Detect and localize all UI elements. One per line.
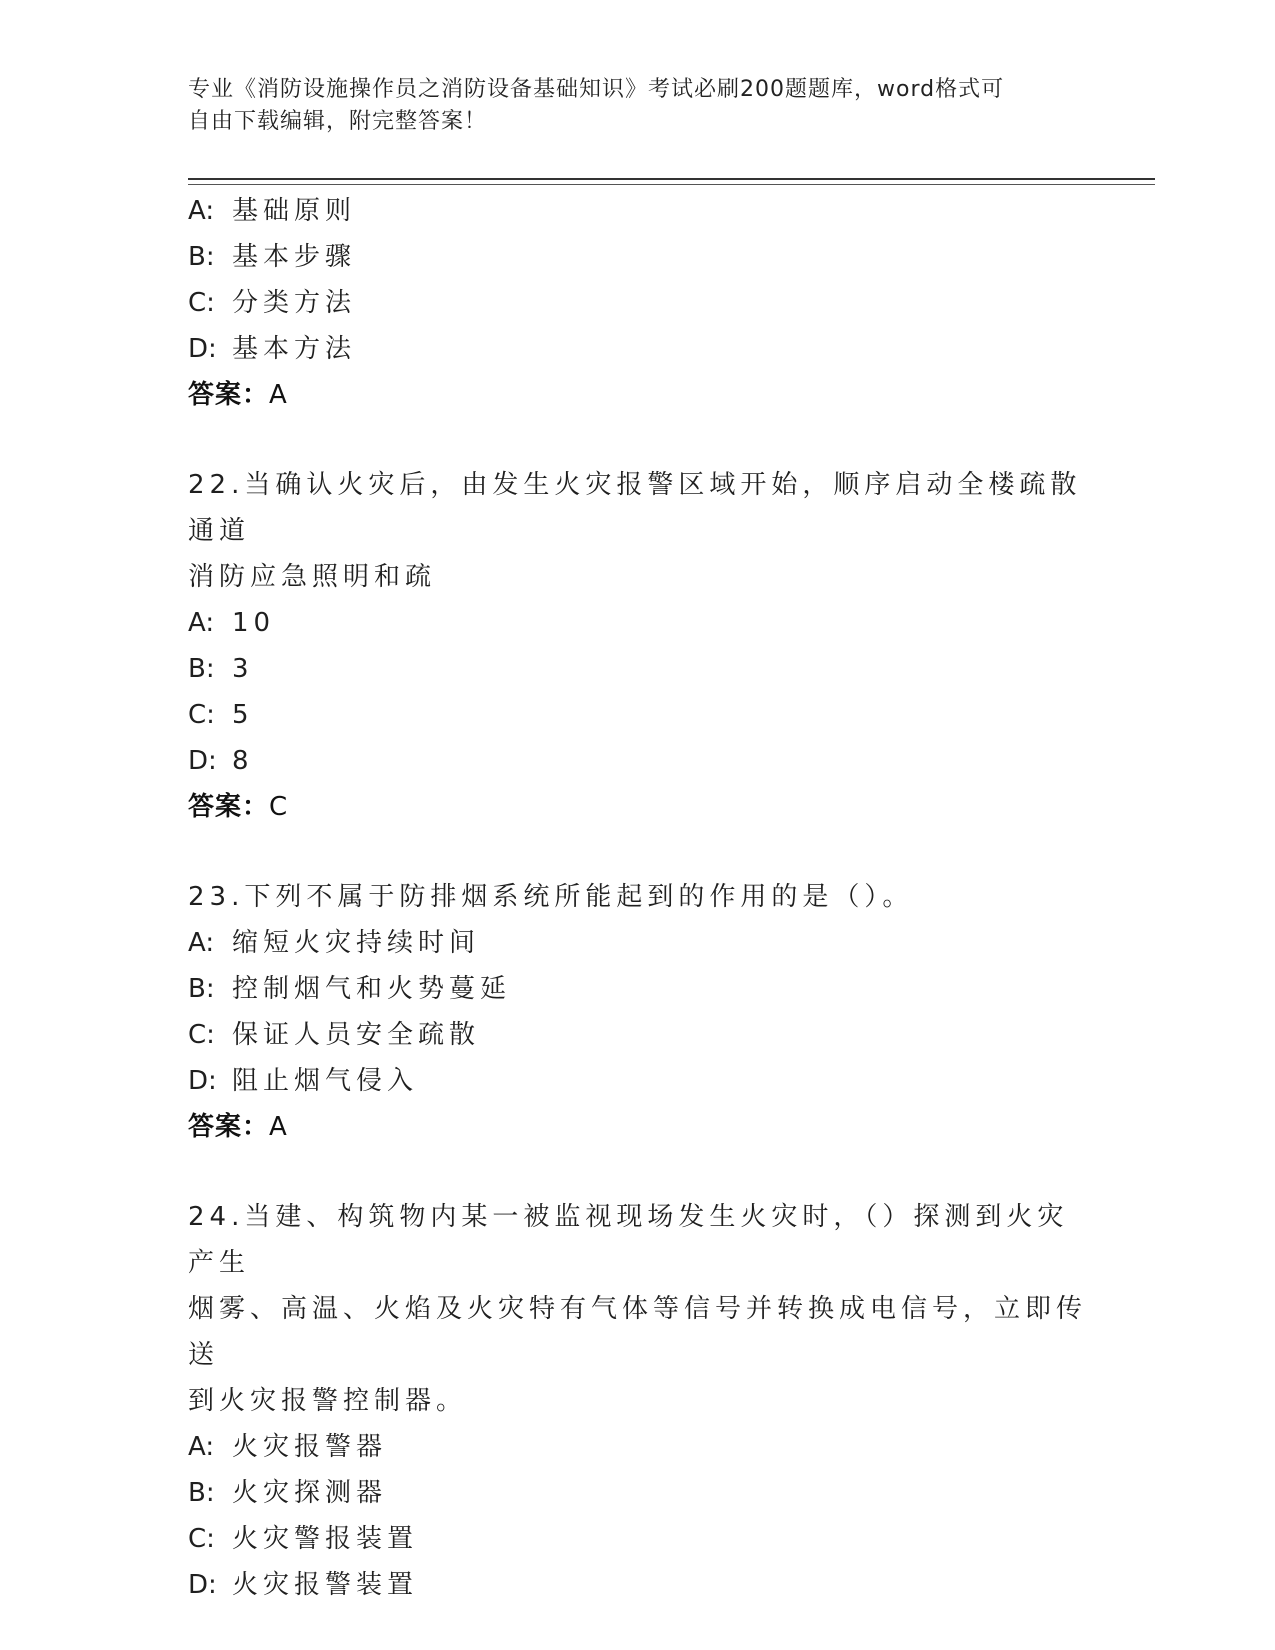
question-22-text-line-1: 22.当确认火灾后，由发生火灾报警区域开始，顺序启动全楼疏散通道	[188, 470, 1082, 546]
option-c: C: 保证人员安全疏散	[188, 1020, 481, 1050]
option-d: D: 基本方法	[188, 334, 357, 364]
question-22-block	[188, 462, 1088, 830]
header-divider-thick	[188, 178, 1155, 180]
option-c: C: 火灾警报装置	[188, 1524, 419, 1554]
header-line-2: 自由下载编辑，附完整答案！	[188, 109, 488, 134]
option-c: C: 分类方法	[188, 288, 357, 318]
question-21-block	[188, 188, 1088, 418]
question-24-text-line-1: 24.当建、构筑物内某一被监视现场发生火灾时，（）探测到火灾产生	[188, 1202, 1069, 1278]
question-23-block	[188, 874, 1088, 1150]
option-b: B: 火灾探测器	[188, 1478, 388, 1508]
question-list	[188, 188, 1088, 1608]
option-b: B: 3	[188, 654, 254, 684]
answer-line: 答案：A	[188, 380, 288, 410]
header-divider-thin	[188, 184, 1155, 185]
question-22-text-line-2: 消防应急照明和疏	[188, 562, 437, 592]
answer-line: 答案：A	[188, 1112, 288, 1142]
question-24-block	[188, 1194, 1088, 1608]
option-d: D: 火灾报警装置	[188, 1570, 419, 1600]
question-24-text-line-2: 烟雾、高温、火焰及火灾特有气体等信号并转换成电信号，立即传送	[188, 1294, 1088, 1370]
question-24-text-line-3: 到火灾报警控制器。	[188, 1386, 468, 1416]
option-b: B: 控制烟气和火势蔓延	[188, 974, 512, 1004]
spacer	[188, 1150, 1088, 1194]
option-a: A: 缩短火灾持续时间	[188, 928, 481, 958]
option-d: D: 8	[188, 746, 254, 776]
question-23-text: 23.下列不属于防排烟系统所能起到的作用的是（）。	[188, 882, 914, 912]
header-line-1: 专业《消防设施操作员之消防设备基础知识》考试必刷200题题库，word格式可	[188, 77, 1005, 102]
spacer	[188, 830, 1088, 874]
option-a: A: 10	[188, 608, 276, 638]
spacer	[188, 418, 1088, 462]
option-a: A: 基础原则	[188, 196, 357, 226]
option-c: C: 5	[188, 700, 254, 730]
document-header	[188, 74, 1088, 138]
answer-line: 答案：C	[188, 792, 289, 822]
option-d: D: 阻止烟气侵入	[188, 1066, 419, 1096]
option-b: B: 基本步骤	[188, 242, 357, 272]
option-a: A: 火灾报警器	[188, 1432, 388, 1462]
